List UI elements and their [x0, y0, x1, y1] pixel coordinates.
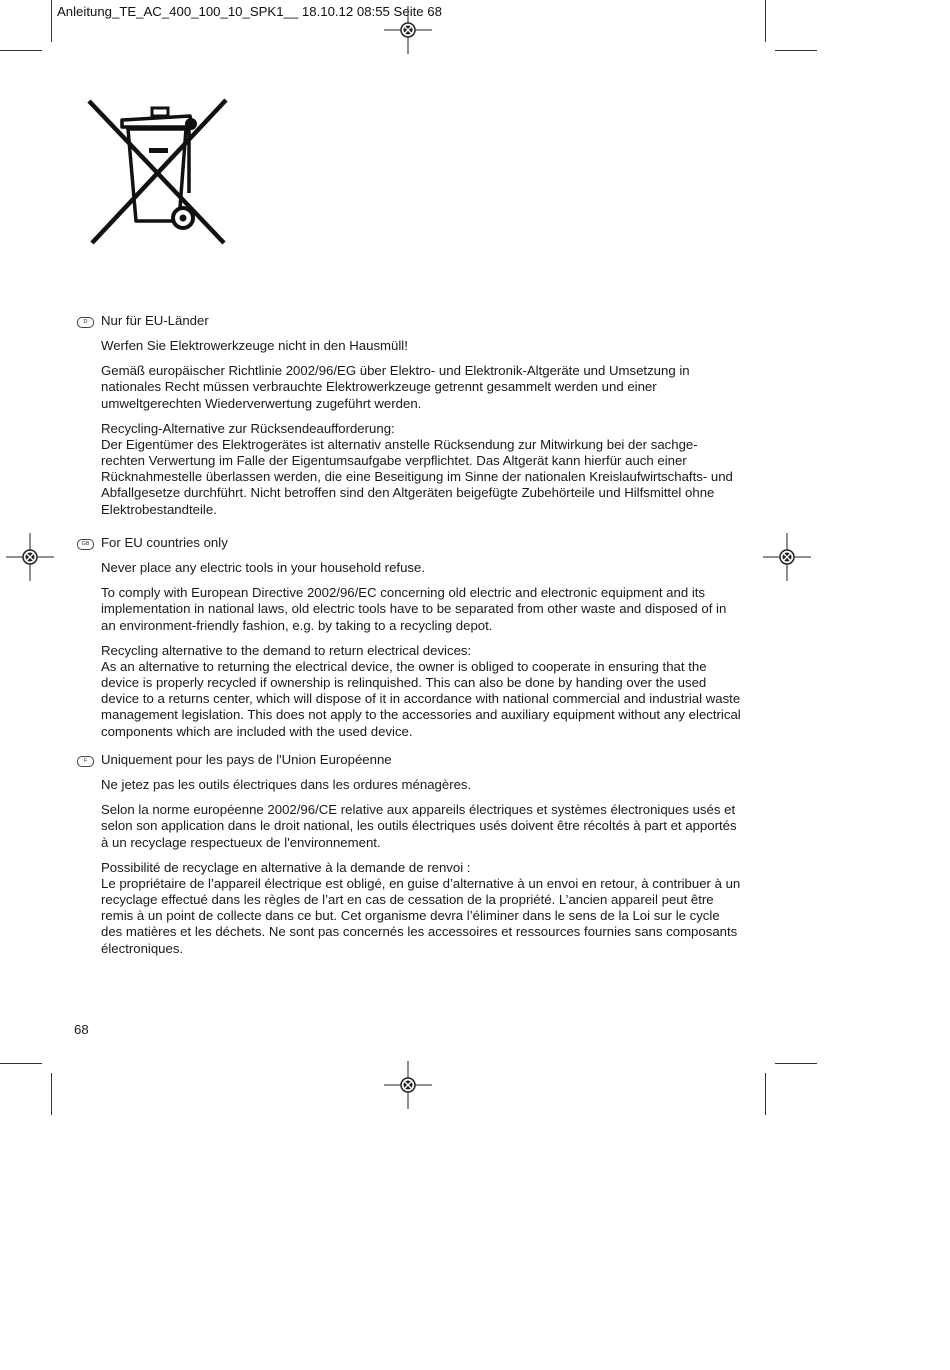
section-gb	[101, 535, 741, 749]
paragraph: Never place any electric tools in your household refuse.	[101, 560, 426, 576]
section-de	[101, 313, 741, 527]
print-slug: Anleitung_TE_AC_400_100_10_SPK1__ 18.10.12 08:55 Seite 68	[57, 4, 442, 19]
paragraph: Recycling-Alternative zur Rücksendeaufforderung: Der Eigentümer des Elektrogerätes ist alternativ anstelle Rücksendung zur Mitwirkung bei der sachge-rechten Verwertung im Falle der Eigentumsaufgabe verpflichtet. Das Altgerät kann hierfür auch einer Rücknahmestelle überlassen werden, die eine Beseitigung im Sinne der nationalen Kreislaufwirtschafts- und Abfallgesetze durchführt. Nicht betroffen sind den Altgeräten beigefügte Zubehörteile und Hilfsmittel ohne Elektrobestandteile.	[101, 420, 733, 517]
paragraph: Gemäß europäischer Richtlinie 2002/96/EG über Elektro- und Elektronik-Altgeräte und Umsetzung in nationales Recht müssen verbrauchte Elektrowerkzeuge getrennt gesammelt werden und einer umweltgerechten Wiederverwertung zugeführt werden.	[101, 363, 690, 411]
registration-mark-icon	[763, 533, 811, 581]
section-title: Uniquement pour les pays de l'Union Européenne	[101, 752, 392, 767]
paragraph: Recycling alternative to the demand to return electrical devices: As an alternative to returning the electrical device, the owner is obliged to cooperate in ensuring that the device is properly recycled if ownership is relinquished. This can also be done by handing over the used device to a returns center, which will dispose of it in accordance with national commercial and industrial waste management legislation. This does not apply to the accessories and auxiliary equipment without any electrical components which are included with the used device.	[101, 642, 741, 739]
section-fr	[101, 752, 741, 966]
section-title: For EU countries only	[101, 535, 228, 550]
paragraph: Possibilité de recyclage en alternative à la demande de renvoi : Le propriétaire de l’appareil électrique est obligé, en guise d’alternative à un envoi en retour, à contribuer à un recyclage effectué dans les règles de l’art en cas de cessation de la propriété. L’ancien appareil peut être remis à un point de collecte dans ce but. Cet organisme devra l’éliminer dans le sens de la Loi sur le cycle des matières et les déchets. Ne sont pas concernés les accessoires et ressources fournies sans composants électroniques.	[101, 859, 741, 956]
paragraph: Ne jetez pas les outils électriques dans les ordures ménagères.	[101, 777, 472, 793]
registration-mark-icon	[384, 1061, 432, 1109]
crop-mark	[0, 1063, 42, 1064]
crop-mark	[51, 0, 52, 42]
crop-mark	[765, 0, 766, 42]
crop-mark	[775, 50, 817, 51]
paragraph: To comply with European Directive 2002/96/EC concerning old electric and electronic equipment and its implementation in national laws, old electric tools have to be separated from other waste and disposed of in an environment-friendly fashion, e.g. by taking to a recycling depot.	[101, 585, 727, 633]
language-flag-de: D	[77, 317, 94, 328]
paragraph: Werfen Sie Elektrowerkzeuge nicht in den Hausmüll!	[101, 338, 408, 354]
language-flag-fr: F	[77, 756, 94, 767]
crop-mark	[765, 1073, 766, 1115]
section-title: Nur für EU-Länder	[101, 313, 209, 328]
crop-mark	[0, 50, 42, 51]
paragraph: Selon la norme européenne 2002/96/CE relative aux appareils électriques et systèmes électroniques usés et selon son application dans le droit national, les outils électriques usés doivent être récoltés à part et apportés à un recyclage respectueux de l'environnement.	[101, 802, 737, 850]
crossed-out-wheelie-bin-icon	[86, 97, 228, 247]
language-flag-gb: GB	[77, 539, 94, 550]
registration-mark-icon	[384, 6, 432, 54]
crop-mark	[51, 1073, 52, 1115]
page-number: 68	[74, 1022, 89, 1037]
crop-mark	[775, 1063, 817, 1064]
registration-mark-icon	[6, 533, 54, 581]
